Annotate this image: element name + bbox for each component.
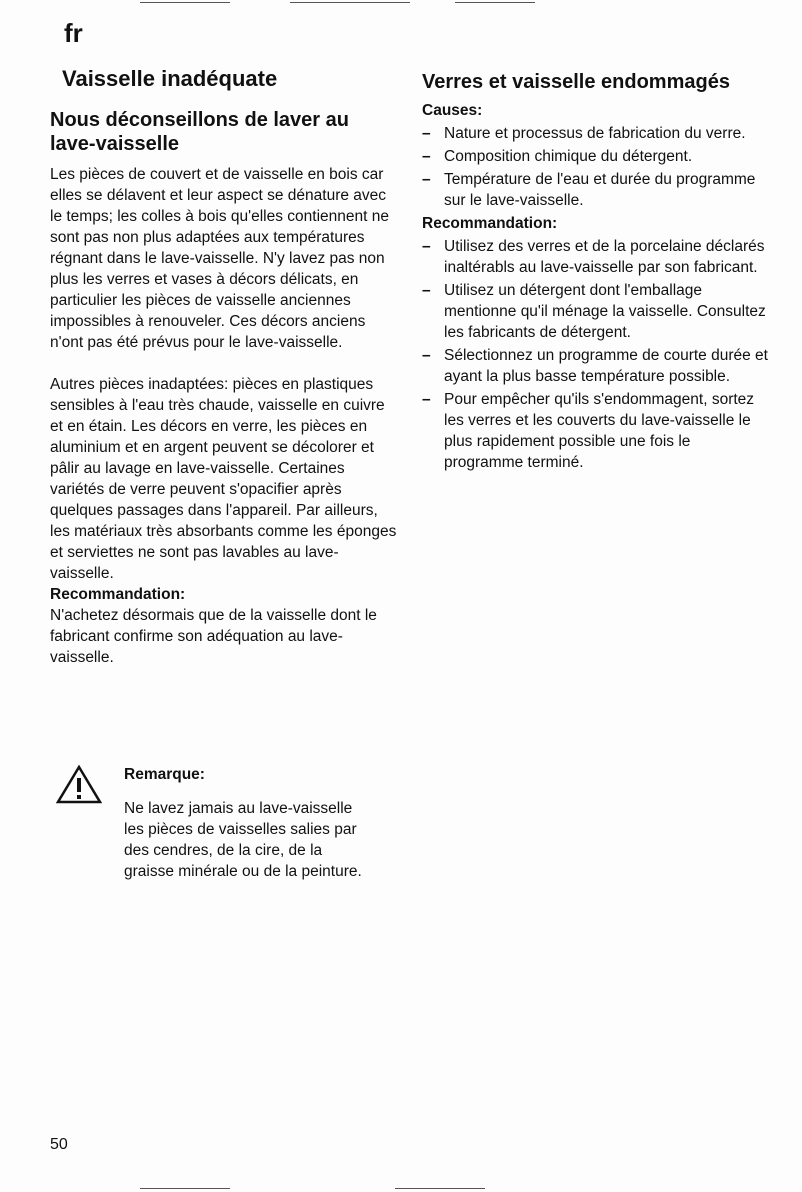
dash-bullet: –	[422, 148, 431, 165]
list-item	[422, 169, 772, 211]
page-number: 50	[50, 1136, 68, 1153]
list-item	[422, 123, 772, 144]
causes-list	[422, 123, 772, 211]
dash-bullet: –	[422, 125, 431, 142]
warning-triangle-icon	[56, 764, 102, 804]
top-rule-2	[290, 2, 410, 3]
note-title: Remarque:	[124, 766, 205, 783]
list-item	[422, 146, 772, 167]
language-code: fr	[64, 18, 83, 48]
causes-label: Causes:	[422, 102, 483, 119]
list-item	[422, 280, 772, 343]
recommendations-list	[422, 236, 772, 473]
section-title: Vaisselle inadéquate	[62, 66, 278, 91]
dash-bullet: –	[422, 238, 431, 255]
dash-bullet: –	[422, 391, 431, 408]
right-section-title: Verres et vaisselle endommagés	[422, 71, 730, 93]
cause-text: Température de l'eau et durée du programme sur le lave-vaisselle.	[444, 171, 756, 209]
recommendation-text: N'achetez désormais que de la vaisselle dont le fabricant confirme son adéquation au lave-vaisselle.	[50, 607, 377, 666]
right-recommendation-label: Recommandation:	[422, 215, 558, 232]
subsection-title: Nous déconseillons de laver au lave-vaisselle	[50, 109, 349, 155]
bottom-rule-1	[140, 1188, 230, 1189]
paragraph-other-items: Autres pièces inadaptées: pièces en plastiques sensibles à l'eau très chaude, vaisselle en cuivre et en étain. Les décors en verre, les pièces en aluminium et en argent peuvent se décolorer et pâlir au lavage en lave-vaisselle. Certaines variétés de verre peuvent s'opacifier après quelques passages dans l'appareil. Par ailleurs, les matériaux très absorbants comme les éponges et serviettes ne sont pas lavables au lave-vaisselle.	[50, 376, 397, 582]
paragraph-wood-and-decor: Les pièces de couvert et de vaisselle en bois car elles se délavent et leur aspect se dénature avec le temps; les colles à bois qu'elles contiennent ne sont pas non plus adaptées aux températures régnant dans le lave-vaisselle. N'y lavez pas non plus les verres et vases à décors délicats, en particulier les pièces de vaisselle anciennes impossibles à renouveler. Ces décors anciens n'ont pas été prévus pour le lave-vaisselle.	[50, 166, 389, 351]
cause-text: Composition chimique du détergent.	[444, 148, 693, 165]
recommendation-label: Recommandation:	[50, 586, 186, 603]
list-item	[422, 389, 772, 473]
top-rule-1	[140, 2, 230, 3]
list-item	[422, 345, 772, 387]
top-rule-3	[455, 2, 535, 3]
recommendation-item-text: Sélectionnez un programme de courte durée et ayant la plus basse température possible.	[444, 347, 768, 385]
list-item	[422, 236, 772, 278]
recommendation-item-text: Pour empêcher qu'ils s'endommagent, sortez les verres et les couverts du lave-vaisselle le plus rapidement possible une fois le programme terminé.	[444, 391, 755, 471]
dash-bullet: –	[422, 282, 431, 299]
recommendation-item-text: Utilisez des verres et de la porcelaine déclarés inaltérabls au lave-vaisselle par son fabricant.	[444, 238, 765, 276]
right-column	[422, 66, 772, 475]
recommendation-item-text: Utilisez un détergent dont l'emballage mentionne qu'il ménage la vaisselle. Consultez les fabricants de détergent.	[444, 282, 766, 341]
cause-text: Nature et processus de fabrication du verre.	[444, 125, 746, 142]
note-text: Ne lavez jamais au lave-vaisselle les pièces de vaisselles salies par des cendres, de la cire, de la graisse minérale ou de la peinture.	[124, 800, 362, 880]
dash-bullet: –	[422, 347, 431, 364]
dash-bullet: –	[422, 171, 431, 188]
left-column	[50, 66, 400, 668]
bottom-rule-2	[395, 1188, 485, 1189]
